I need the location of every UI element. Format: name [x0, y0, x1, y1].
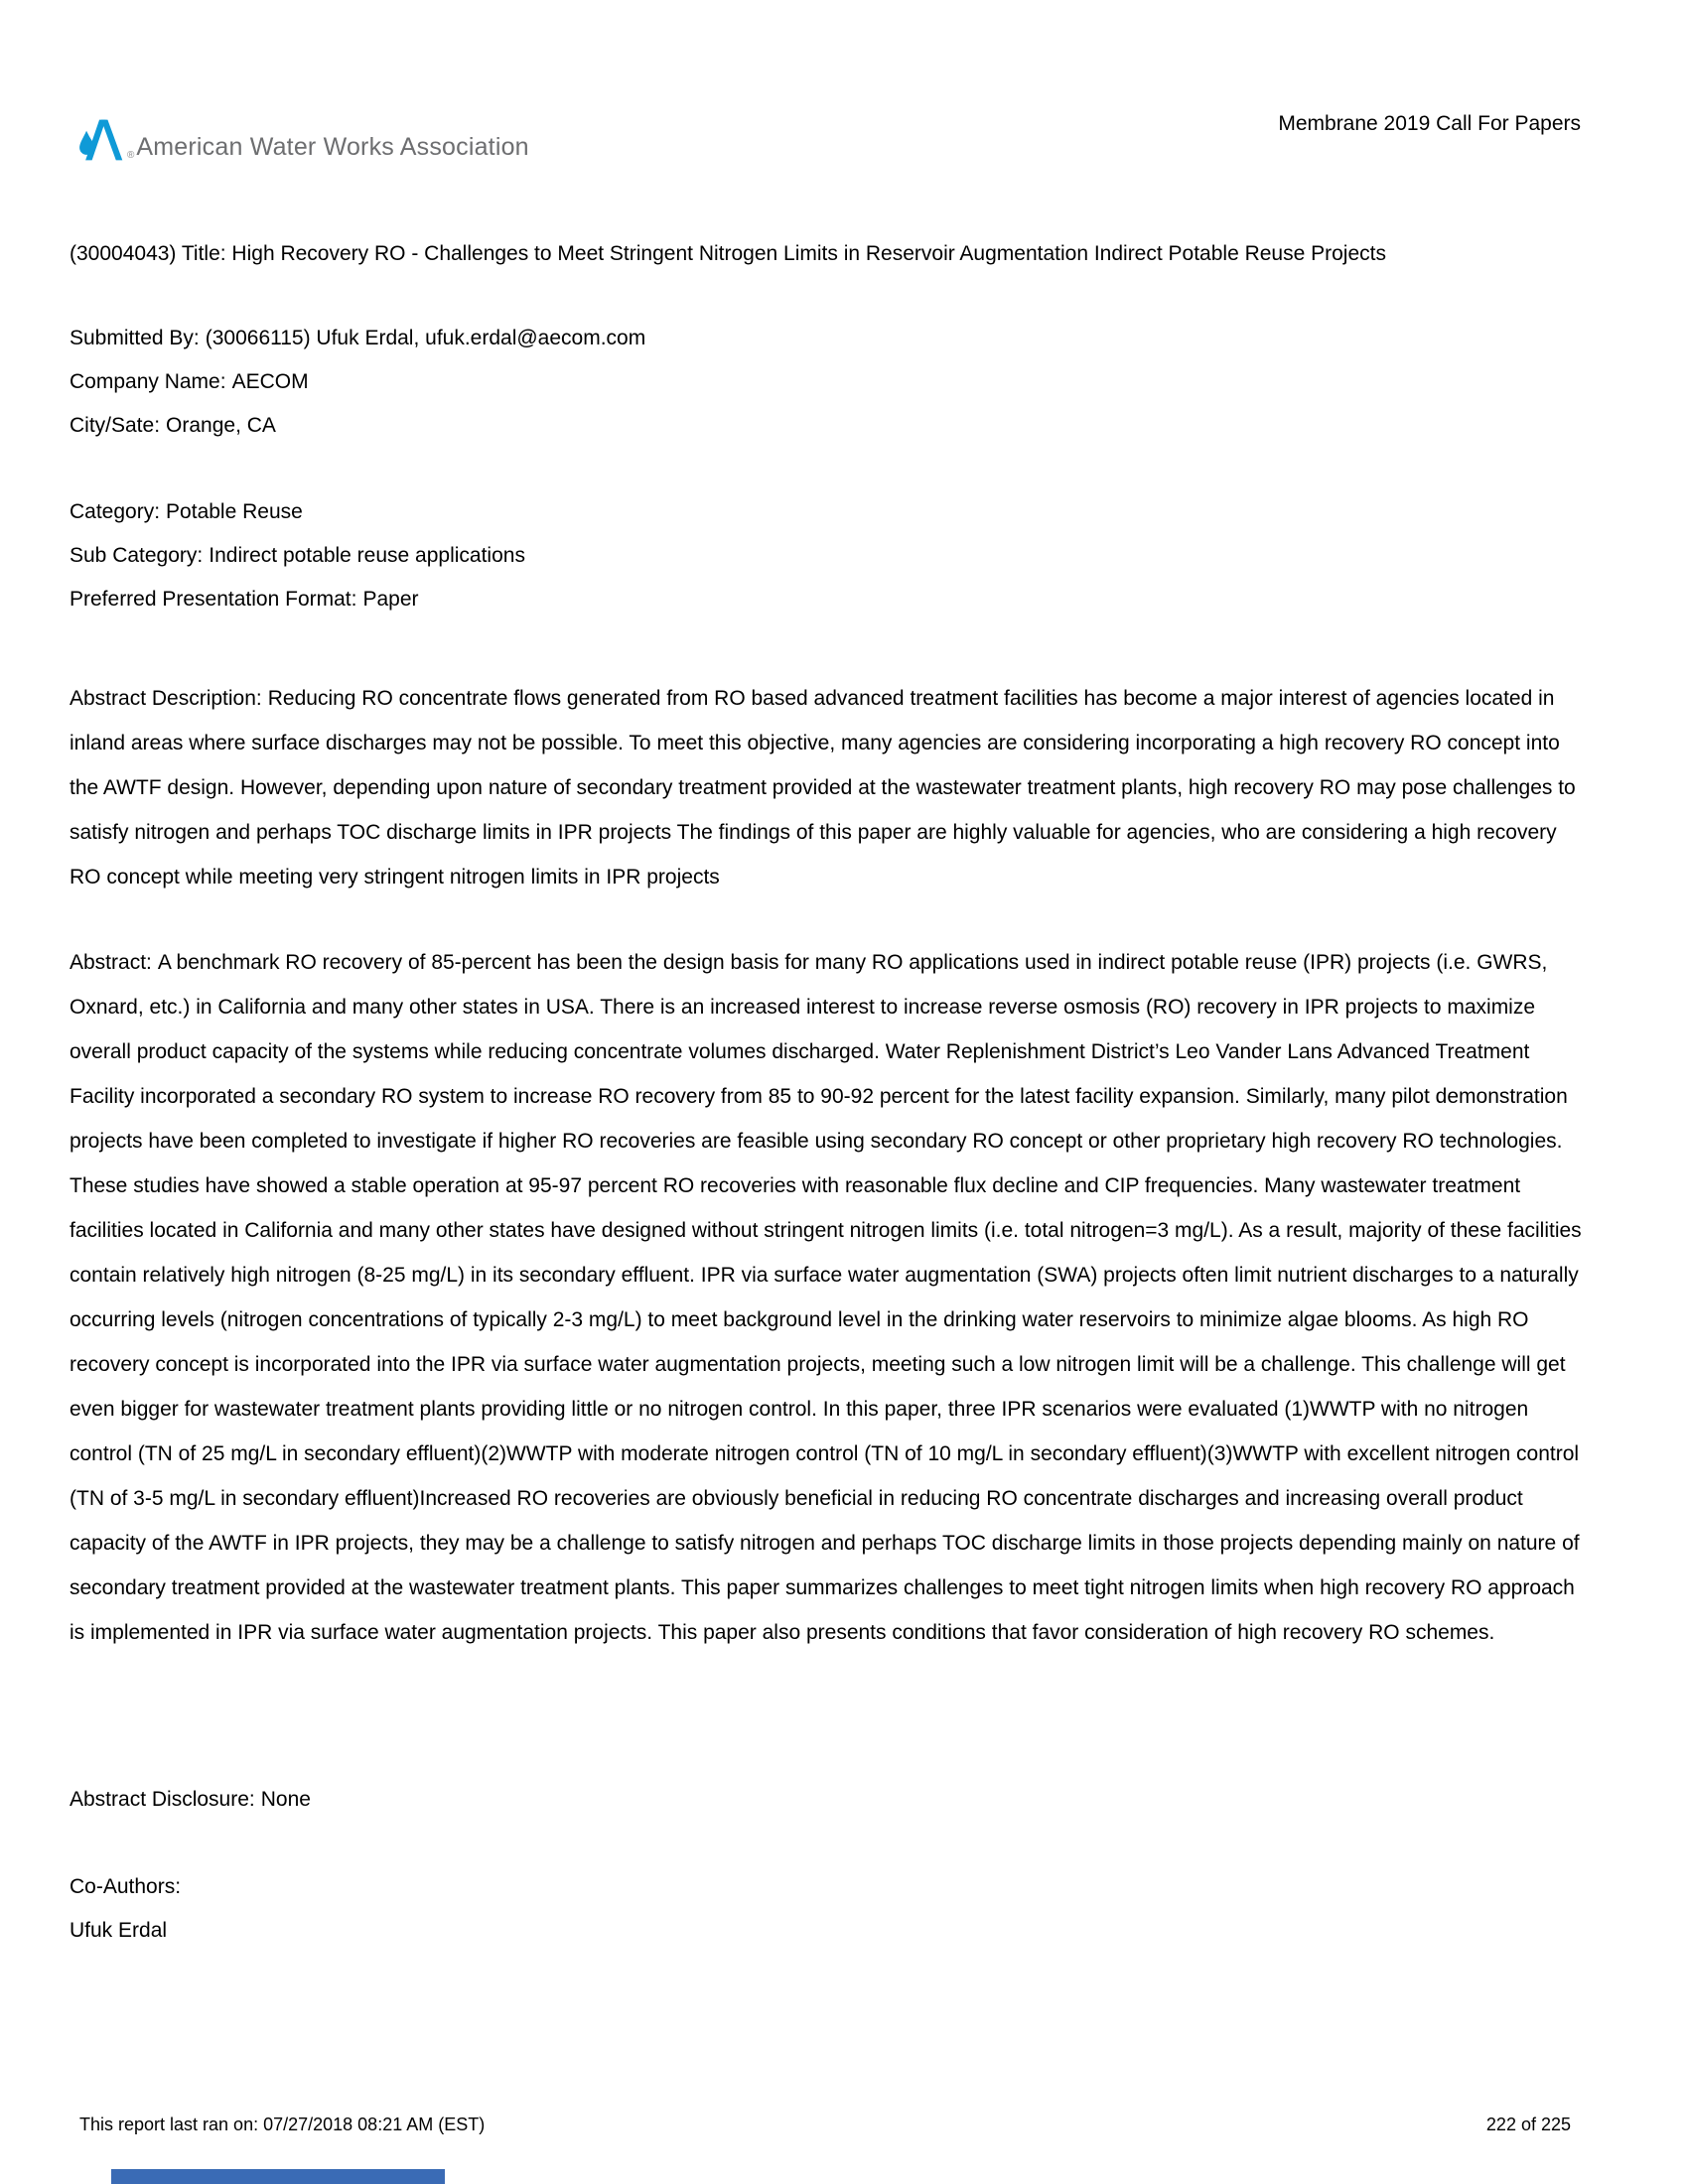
paragraph-text: A benchmark RO recovery of 85-percent has been the design basis for many RO applications used in indirect potable reuse (IPR) projects (i.e. GWRS, Oxnard, etc.) in California and many other states in USA. There is an increased interest to increase reverse osmosis (RO) recovery in IPR projects to maximize overall product capacity of the systems while reducing concentrate volumes discharged. Water Replenishment District’s Leo Vander Lans Advanced Treatment Facility incorporated a secondary RO system to increase RO recovery from 85 to 90-92 percent for the latest facility expansion. Similarly, many pilot demonstration projects have been completed to investigate if higher RO recoveries are feasible using secondary RO concept or other proprietary high recovery RO technologies. These studies have showed a stable operation at 95-97 percent RO recoveries with reasonable flux decline and CIP frequencies. Many wastewater treatment facilities located in California and many other states have designed without stringent nitrogen limits (i.e. total nitrogen=3 mg/L). As a result, majority of these facilities contain relatively high nitrogen (8-25 mg/L) in its secondary effluent. IPR via surface water augmentation (SWA) projects often limit nutrient discharges to a naturally occurring levels (nitrogen concentrations of typically 2-3 mg/L) to meet background level in the drinking water reservoirs to minimize algae blooms. As high RO recovery concept is incorporated into the IPR via surface water augmentation projects, meeting such a low nitrogen limit will be a challenge. This challenge will get even bigger for wastewater treatment plants providing little or no nitrogen control. In this paper, three IPR scenarios were evaluated (1)WWTP with no nitrogen control (TN of 25 mg/L in secondary effluent)(2)WWTP with moderate nitrogen control (TN of 10 mg/L in secondary effluent)(3)WWTP with excellent nitrogen control (TN of 3-5 mg/L in secondary effluent)Increased RO recoveries are obviously beneficial in reducing RO concentrate discharges and increasing overall product capacity of the AWTF in IPR projects, they may be a challenge to satisfy nitrogen and perhaps TOC discharge limits in those projects depending mainly on nature of secondary treatment provided at the wastewater treatment plants. This paper summarizes challenges to meet tight nitrogen limits when high recovery RO approach is implemented in IPR via surface water augmentation projects. This paper also presents conditions that favor consideration of high recovery RO schemes.: [70, 951, 1582, 1644]
abstract-paragraph: [70, 940, 1591, 1655]
field-value: Paper: [362, 588, 419, 611]
report-title: Membrane 2019 Call For Papers: [1278, 112, 1581, 135]
field-label: Abstract Description:: [70, 687, 262, 710]
field-value: (30066115) Ufuk Erdal, ufuk.erdal@aecom.com: [205, 327, 646, 349]
paragraph-text: Reducing RO concentrate flows generated from RO based advanced treatment facilities has become a major interest of agencies located in inland areas where surface discharges may not be possible. To meet this objective, many agencies are considering incorporating a high recovery RO concept into the AWTF design. However, depending upon nature of secondary treatment provided at the wastewater treatment plants, high recovery RO may pose challenges to satisfy nitrogen and perhaps TOC discharge limits in IPR projects The findings of this paper are highly valuable for agencies, who are considering a high recovery RO concept while meeting very stringent nitrogen limits in IPR projects: [70, 687, 1576, 888]
co-author-name: Ufuk Erdal: [70, 1919, 168, 1942]
awwa-logo-text: American Water Works Association: [136, 133, 529, 161]
awwa-logo: [74, 117, 529, 163]
field-label: Abstract Disclosure:: [70, 1788, 255, 1811]
field-city-state: [70, 413, 1591, 439]
field-value: Potable Reuse: [166, 500, 303, 523]
page-number: 222 of 225: [1485, 2115, 1571, 2134]
field-value: AECOM: [231, 370, 309, 393]
awwa-logo-icon: [74, 117, 126, 163]
field-label: Submitted By:: [70, 327, 200, 349]
bottom-blue-bar: [111, 2169, 445, 2184]
registered-trademark: ®: [127, 150, 135, 161]
field-label: Company Name:: [70, 370, 226, 393]
report-last-ran: This report last ran on: 07/27/2018 08:21 AM (EST): [79, 2115, 486, 2134]
field-company-name: [70, 369, 1591, 395]
field-value: None: [260, 1788, 311, 1811]
field-category: [70, 499, 1591, 525]
field-label: Preferred Presentation Format:: [70, 588, 357, 611]
field-label: Sub Category:: [70, 544, 204, 567]
field-value: Indirect potable reuse applications: [209, 544, 525, 567]
field-abstract-disclosure: [70, 1787, 1591, 1813]
field-label: Abstract:: [70, 951, 152, 974]
field-submitted-by: [70, 326, 1591, 351]
field-preferred-format: [70, 587, 1591, 613]
abstract-description-paragraph: [70, 676, 1591, 899]
field-sub-category: [70, 543, 1591, 569]
abstract-title-line: (30004043) Title: High Recovery RO - Challenges to Meet Stringent Nitrogen Limits in Reservoir Augmentation Indirect Potable Reuse Projects: [70, 242, 1386, 265]
field-value: Orange, CA: [166, 414, 276, 437]
field-label: City/Sate:: [70, 414, 161, 437]
page-header: [74, 111, 1581, 163]
field-label: Category:: [70, 500, 161, 523]
co-authors-label: Co-Authors:: [70, 1875, 182, 1898]
